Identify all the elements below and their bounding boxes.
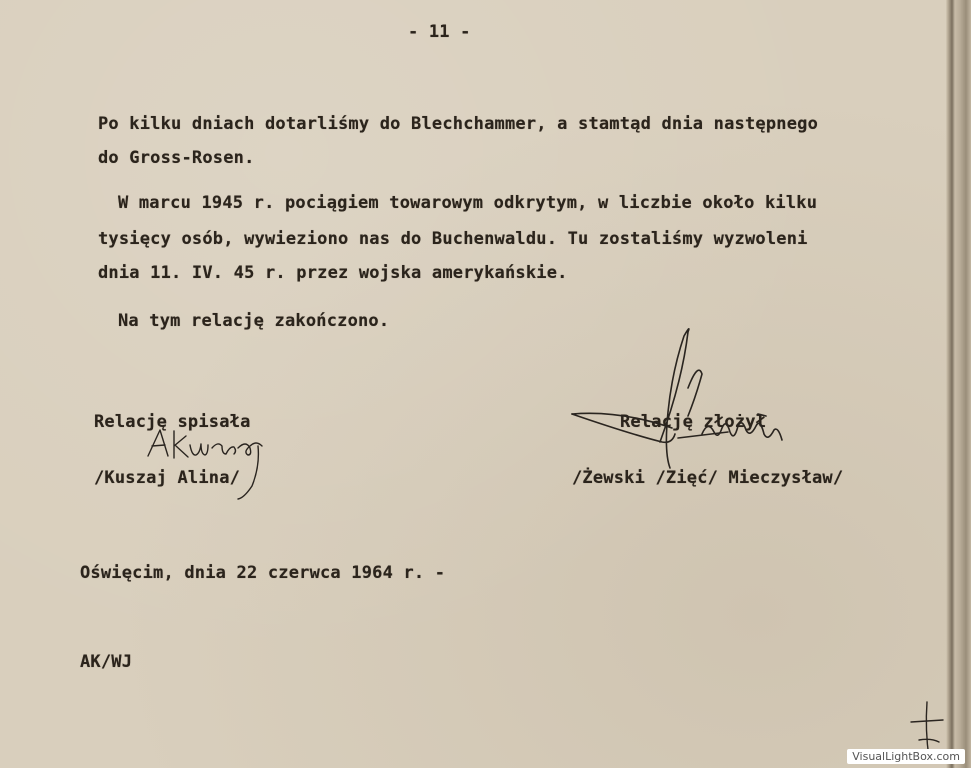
watermark-label: VisualLightBox.com (847, 749, 965, 764)
recorder-label: Relację spisała (94, 412, 251, 432)
recorder-name: /Kuszaj Alina/ (94, 468, 241, 488)
witness-name: /Żewski /Zięć/ Mieczysław/ (572, 468, 844, 488)
initials: AK/WJ (80, 652, 133, 672)
paragraph-1-line-1: Po kilku dniach dotarliśmy do Blechchammer, a stamtąd dnia następnego (98, 114, 819, 134)
paragraph-2-line-2: tysięcy osób, wywieziono nas do Buchenwaldu. Tu zostaliśmy wyzwoleni (98, 229, 808, 249)
witness-label: Relację złożył (620, 412, 767, 432)
paragraph-2-line-1: W marcu 1945 r. pociągiem towarowym odkrytym, w liczbie około kilku (118, 193, 818, 213)
place-date: Oświęcim, dnia 22 czerwca 1964 r. - (80, 563, 446, 583)
paragraph-2-line-3: dnia 11. IV. 45 r. przez wojska amerykańskie. (98, 263, 568, 283)
recorder-signature (138, 426, 278, 501)
paragraph-1-line-2: do Gross-Rosen. (98, 148, 255, 168)
page-number: - 11 - (408, 22, 471, 42)
witness-signature (560, 322, 800, 472)
paragraph-3: Na tym relację zakończono. (118, 311, 390, 331)
page-edge (946, 0, 971, 768)
